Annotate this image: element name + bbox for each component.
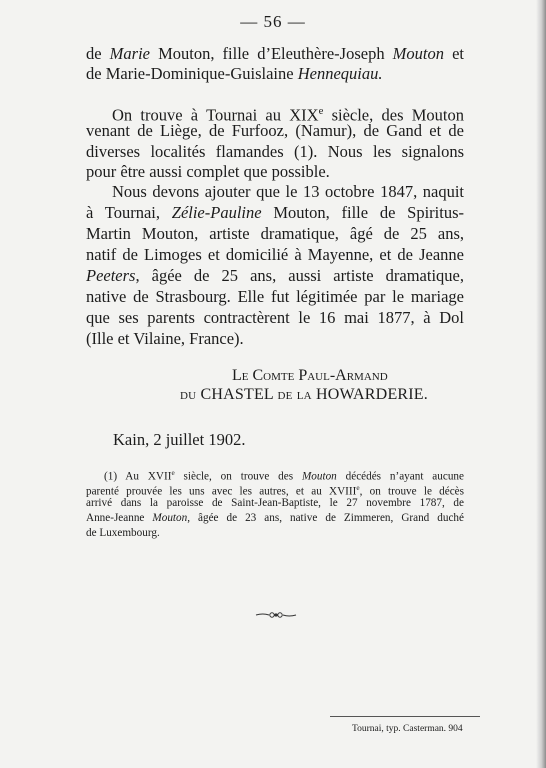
text-line: de Marie Mouton, fille d’Eleuthère-Joseph Mouton et: [86, 44, 464, 63]
place-date: Kain, 2 juillet 1902.: [113, 430, 246, 449]
text-line: On trouve à Tournai au XIXe siècle, des Mouton: [112, 105, 465, 125]
footnote-line: Anne-Jeanne Mouton, âgée de 23 ans, native de Zimmeren, Grand duché: [86, 512, 464, 524]
text-line: que ses parents contractèrent le 16 mai 1877, à Dol: [86, 308, 464, 327]
footnote-line: parenté prouvée les uns avec les autres, et au XVIIIe, on trouve le décès: [86, 484, 464, 498]
footnote-line: de Luxembourg.: [86, 527, 160, 539]
text-line: Martin Mouton, artiste dramatique, âgé de 25 ans,: [86, 224, 464, 243]
footnote-line: arrivé dans la paroisse de Saint-Jean-Baptiste, le 27 novembre 1787, de: [86, 497, 464, 509]
signature-name: Le Comte Paul-Armand: [232, 367, 388, 384]
text-line: native de Strasbourg. Elle fut légitimée par le mariage: [86, 287, 464, 306]
page-edge-shadow: [536, 0, 546, 768]
printer-rule: [330, 716, 480, 717]
footnote-line: (1) Au XVIIe siècle, on trouve des Mouton décédés n’ayant aucune: [104, 469, 464, 483]
text-line: venant de Liège, de Furfooz, (Namur), de Gand et de: [86, 121, 464, 140]
ornament-fleuron-icon: [255, 606, 297, 624]
text-line: de Marie-Dominique-Guislaine Hennequiau.: [86, 64, 383, 83]
text-line: diverses localités flamandes (1). Nous les signalons: [86, 142, 464, 161]
text-line: pour être aussi complet que possible.: [86, 162, 330, 181]
signature-title: du CHASTEL de la HOWARDERIE.: [180, 386, 428, 403]
printer-imprint: Tournai, typ. Casterman. 904: [352, 724, 463, 734]
text-line: Peeters, âgée de 25 ans, aussi artiste dramatique,: [86, 266, 464, 285]
text-line: (Ille et Vilaine, France).: [86, 329, 244, 348]
text-line: à Tournai, Zélie-Pauline Mouton, fille de Spiritus-: [86, 203, 464, 222]
text-line: Nous devons ajouter que le 13 octobre 1847, naquit: [112, 182, 464, 201]
page-number: — 56 —: [240, 12, 306, 31]
text-line: natif de Limoges et domicilié à Mayenne, et de Jeanne: [86, 245, 464, 264]
